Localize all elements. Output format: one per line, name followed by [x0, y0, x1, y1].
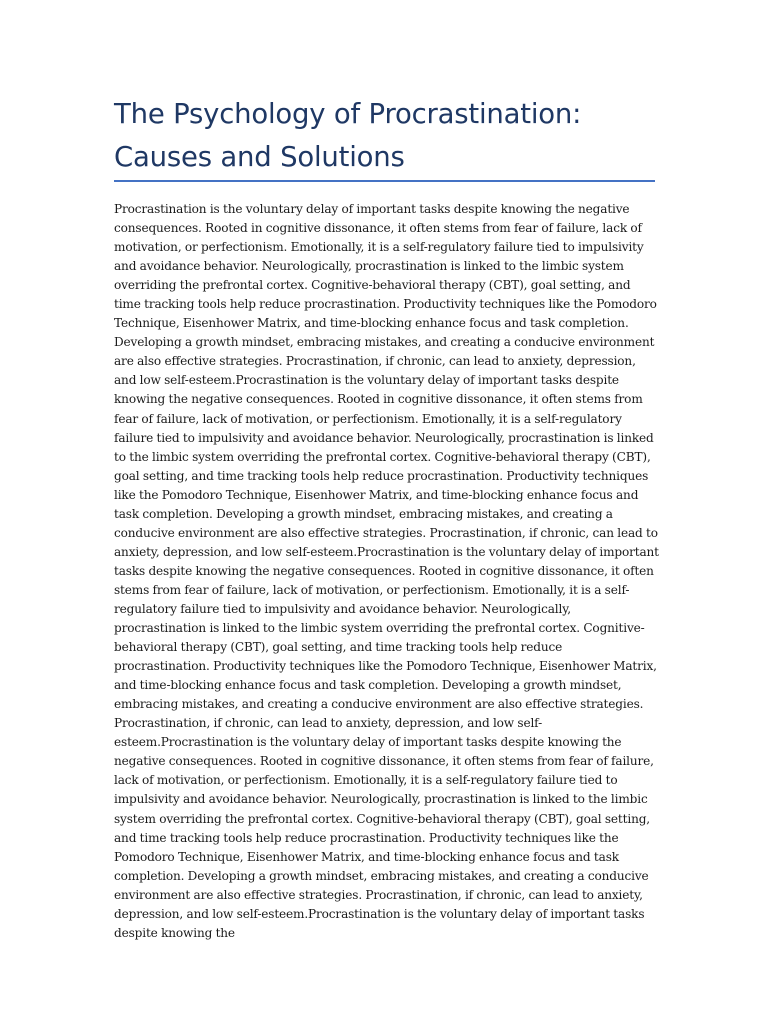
title-underline-rule — [114, 180, 655, 182]
body-paragraph: Procrastination is the voluntary delay of important tasks despite knowing the negative consequences. Rooted in cognitive dissonance, it often stems from fear of failure, lack of motivation, or perfectionism. Emotionally, it is a self-regulatory failure tied to impulsivity and avoidance behavior. Neurologically, procrastination is linked to the limbic system overriding the prefrontal cortex. Cognitive-behavioral therapy (CBT), goal setting, and time tracking tools help reduce procrastination. Productivity techniques like the Pomodoro Technique, Eisenhower Matrix, and time-blocking enhance focus and task completion. Developing a growth mindset, embracing mistakes, and creating a conducive environment are also effective strategies. Procrastination, if chronic, can lead to anxiety, depression, and low self-esteem.Procrastination is the voluntary delay of important tasks despite knowing the negative consequences. Rooted in cognitive dissonance, it often stems from fear of failure, lack of motivation, or perfectionism. Emotionally, it is a self-regulatory failure tied to impulsivity and avoidance behavior. Neurologically, procrastination is linked to the limbic system overriding the prefrontal cortex. Cognitive-behavioral therapy (CBT), goal setting, and time tracking tools help reduce procrastination. Productivity techniques like the Pomodoro Technique, Eisenhower Matrix, and time-blocking enhance focus and task completion. Developing a growth mindset, embracing mistakes, and creating a conducive environment are also effective strategies. Procrastination, if chronic, can lead to anxiety, depression, and low self-esteem.Procrastination is the voluntary delay of important tasks despite knowing the negative consequences. Rooted in cognitive dissonance, it often stems from fear of failure, lack of motivation, or perfectionism. Emotionally, it is a self-regulatory failure tied to impulsivity and avoidance behavior. Neurologically, procrastination is linked to the limbic system overriding the prefrontal cortex. Cognitive-behavioral therapy (CBT), goal setting, and time tracking tools help reduce procrastination. Productivity techniques like the Pomodoro Technique, Eisenhower Matrix, and time-blocking enhance focus and task completion. Developing a growth mindset, embracing mistakes, and creating a conducive environment are also effective strategies. Procrastination, if chronic, can lead to anxiety, depression, and low self-esteem.Procrastination is the voluntary delay of important tasks despite knowing the negative consequences. Rooted in cognitive dissonance, it often stems from fear of failure, lack of motivation, or perfectionism. Emotionally, it is a self-regulatory failure tied to impulsivity and avoidance behavior. Neurologically, procrastination is linked to the limbic system overriding the prefrontal cortex. Cognitive-behavioral therapy (CBT), goal setting, and time tracking tools help reduce procrastination. Productivity techniques like the Pomodoro Technique, Eisenhower Matrix, and time-blocking enhance focus and task completion. Developing a growth mindset, embracing mistakes, and creating a conducive environment are also effective strategies. Procrastination, if chronic, can lead to anxiety, depression, and low self-esteem.Procrastination is the voluntary delay of important tasks despite knowing the — [114, 202, 659, 940]
document-title: The Psychology of Procrastination: Causes and Solutions — [114, 98, 582, 173]
